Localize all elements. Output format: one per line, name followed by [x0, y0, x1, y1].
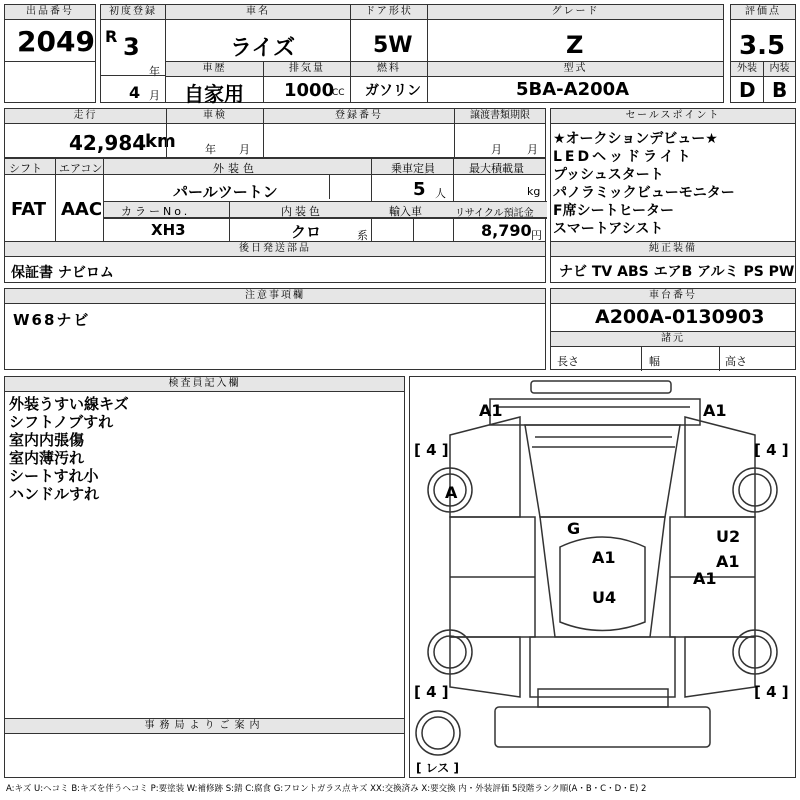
mileage-header: 走行: [5, 109, 166, 124]
notes-box: [4, 288, 546, 370]
fuel: ガソリン: [365, 83, 421, 99]
era-label: R: [105, 27, 118, 46]
mileage-box: [4, 108, 176, 158]
inspection-month: 月: [239, 143, 250, 156]
specs-header: 諸元: [551, 331, 795, 347]
reg-no-header: 登録番号: [264, 109, 454, 124]
recycle-fee: 8,790: [481, 221, 532, 240]
notes-header: 注意事項欄: [5, 289, 545, 304]
sales-point: プッシュスタート: [553, 167, 664, 183]
inspector-note: 室内内張傷: [9, 431, 85, 449]
displacement-box: [263, 61, 351, 103]
first-reg-box: [100, 4, 166, 103]
ext-header: 外装: [731, 62, 763, 77]
yen-unit: 円: [531, 229, 542, 242]
capacity: 5: [413, 179, 426, 200]
damage-mark: U4: [592, 588, 617, 607]
inspector-header: 検査員記入欄: [5, 377, 404, 392]
sales-points-box: [550, 108, 796, 242]
chassis-box: [550, 288, 796, 370]
spec-grid: [4, 158, 546, 242]
sales-point: ★オークションデビュー★: [553, 131, 718, 147]
car-name-box: [165, 4, 351, 62]
tire-label-fr: [ 4 ]: [754, 441, 789, 459]
door-header: ドア形状: [351, 5, 427, 20]
car-name: ライズ: [230, 36, 296, 61]
grade: Z: [566, 31, 584, 59]
int-header: 内装: [764, 62, 795, 77]
km-unit: km: [145, 131, 176, 152]
reg-no-box: [263, 108, 455, 158]
genuine-equipment: ナビ TV ABS エアB アルミ PS PW: [559, 264, 795, 280]
color-no: XH3: [151, 221, 186, 239]
inspector-note: ハンドルすれ: [9, 485, 100, 503]
genuine-box: [550, 241, 796, 283]
office-header: 事務局よりご案内: [5, 719, 404, 734]
month-unit: 月: [149, 89, 160, 102]
transfer-header: 譲渡書類期限: [455, 109, 545, 124]
length-label: 長さ: [557, 355, 579, 368]
score-box: [730, 4, 796, 62]
ext-grade-box: [730, 61, 764, 103]
max-load-header: 最大積載量: [469, 162, 524, 175]
damage-mark: A: [445, 483, 458, 502]
damage-mark: U2: [716, 527, 741, 546]
ext-grade: D: [739, 78, 756, 102]
capacity-header: 乗車定員: [391, 162, 435, 175]
damage-mark: G: [567, 519, 581, 538]
reg-year: 3: [123, 33, 140, 61]
inspection-box: [166, 108, 264, 158]
notes: W68ナビ: [13, 311, 91, 329]
displacement: 1000: [284, 80, 335, 101]
inspection-year: 年: [205, 143, 216, 156]
inspector-note: シフトノブすれ: [9, 413, 114, 431]
color-no-header: カラーNo.: [121, 205, 191, 218]
history: 自家用: [184, 82, 244, 106]
cc-unit: CC: [332, 88, 345, 98]
inspector-note: 室内薄汚れ: [9, 449, 85, 467]
int-color-header: 内装色: [281, 205, 323, 218]
inspector-notes: [9, 395, 129, 503]
first-reg-header: 初度登録: [101, 5, 165, 20]
transfer-box: [454, 108, 546, 158]
later-parts-header: 後日発送部品: [5, 242, 545, 257]
door-type: 5W: [373, 33, 413, 58]
inspector-note: 外装うすい線キズ: [9, 395, 129, 413]
door-box: [350, 4, 428, 62]
later-parts: 保証書 ナビロム: [11, 265, 114, 281]
lot-number: 2049: [17, 25, 95, 58]
office-box: [4, 718, 405, 778]
tire-label-spare: [ レス ]: [416, 761, 459, 775]
fuel-header: 燃料: [351, 62, 427, 77]
score: 3.5: [739, 31, 786, 61]
damage-mark: A1: [479, 401, 503, 420]
chassis-header: 車台番号: [551, 289, 795, 304]
reg-month: 4: [129, 83, 141, 102]
fuel-box: [350, 61, 428, 103]
damage-mark: A1: [592, 548, 616, 567]
legend: A:キズ U:ヘコミ B:キズを伴うヘコミ P:要塗装 W:補修跡 S:錆 C:腐食 G:フロントガラス点キズ XX:交換済み X:要交換 内・外装評価 5段階ランク順(A・B・C・D・E) 2: [6, 784, 647, 794]
history-header: 車歴: [166, 62, 263, 77]
sales-point: スマートアシスト: [553, 221, 664, 237]
chassis-no: A200A-0130903: [595, 306, 765, 328]
grade-header: グレード: [428, 5, 723, 20]
later-parts-box: [4, 241, 546, 283]
shift: FAT: [11, 199, 47, 220]
tire-label-rr: [ 4 ]: [754, 683, 789, 701]
exterior-color: パールツートン: [173, 183, 278, 201]
ext-color-header: 外装色: [213, 162, 258, 175]
genuine-header: 純正装備: [551, 242, 795, 257]
car-diagram: [410, 377, 797, 779]
int-grade-box: [763, 61, 796, 103]
width-label: 幅: [649, 355, 660, 368]
interior-color: クロ: [291, 223, 322, 241]
car-name-header: 車名: [166, 5, 350, 20]
damage-diagram-box: [409, 376, 796, 778]
inspection-header: 車検: [167, 109, 263, 124]
person-unit: 人: [435, 187, 446, 200]
damage-mark: A1: [703, 401, 727, 420]
recycle-header: リサイクル預託金: [455, 208, 534, 219]
year-unit: 年: [149, 65, 160, 78]
transfer-month: 月: [491, 143, 502, 156]
score-header: 評価点: [731, 5, 795, 20]
sales-points-list: [553, 130, 735, 238]
mileage: 42,984: [69, 131, 147, 155]
tire-label-fl: [ 4 ]: [414, 441, 449, 459]
displacement-header: 排気量: [264, 62, 350, 77]
tire-label-rl: [ 4 ]: [414, 683, 449, 701]
height-label: 高さ: [725, 355, 747, 368]
model-header: 型式: [428, 62, 723, 77]
lot-box-lower: [4, 61, 96, 103]
damage-mark: A1: [693, 569, 717, 588]
lot-box: [4, 4, 96, 62]
sales-points-header: セールスポイント: [551, 109, 795, 124]
inspector-note: シートすれ小: [9, 467, 99, 485]
kg-unit: kg: [527, 185, 541, 198]
model-box: [427, 61, 724, 103]
inspector-box: [4, 376, 405, 719]
int-grade: B: [772, 78, 788, 102]
ac: AAC: [61, 199, 103, 220]
damage-mark: A1: [716, 552, 740, 571]
import-header: 輸入車: [389, 205, 422, 218]
grade-box: [427, 4, 724, 62]
ac-header: エアコン: [59, 162, 103, 175]
history-box: [165, 61, 264, 106]
sales-point: F席シートヒーター: [553, 203, 675, 219]
transfer-day: 月: [527, 143, 538, 156]
shift-header: シフト: [9, 162, 42, 175]
kei-unit: 系: [357, 229, 368, 242]
model: 5BA-A200A: [516, 79, 630, 100]
sales-point: LEDヘッドライト: [553, 149, 694, 165]
sales-point: パノラミックビューモニター: [553, 185, 735, 201]
lot-header: 出品番号: [5, 5, 95, 20]
